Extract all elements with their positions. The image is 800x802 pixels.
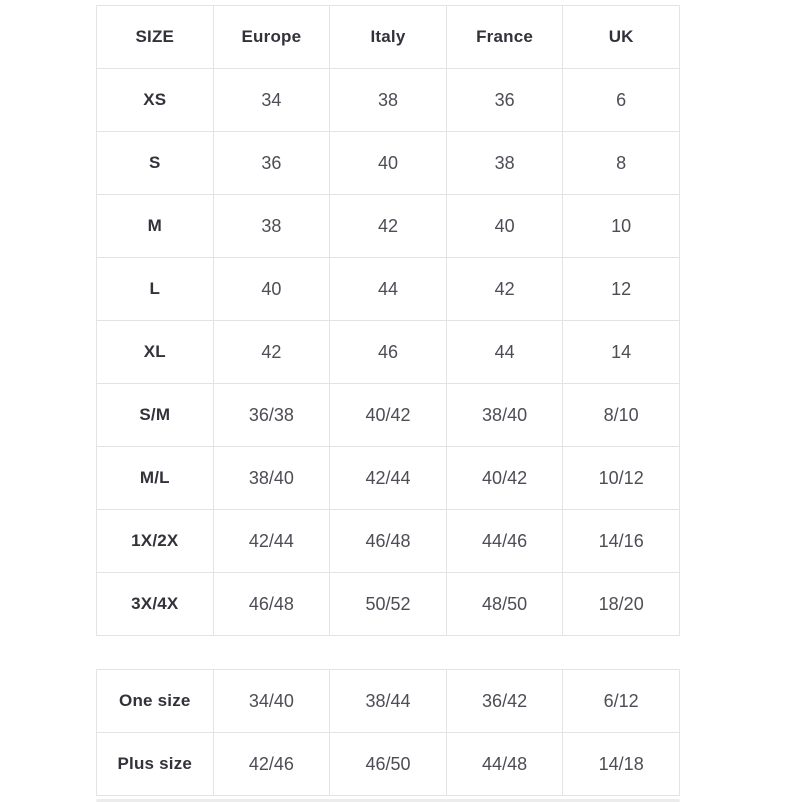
table-row xyxy=(97,384,680,447)
table-row xyxy=(97,670,680,733)
size-value-cell: 34 xyxy=(213,69,330,132)
size-value-cell: 40/42 xyxy=(330,384,447,447)
column-header-uk: UK xyxy=(563,6,680,69)
size-value-cell: 14 xyxy=(563,321,680,384)
table-row xyxy=(97,510,680,573)
size-value-cell: 44 xyxy=(446,321,563,384)
size-value-cell: 50/52 xyxy=(330,573,447,636)
size-label-cell: 3X/4X xyxy=(97,573,214,636)
size-conversion-chart xyxy=(96,5,680,802)
table-row xyxy=(97,447,680,510)
size-value-cell: 44/48 xyxy=(446,733,563,796)
table-row xyxy=(97,69,680,132)
size-value-cell: 42 xyxy=(330,195,447,258)
table-row xyxy=(97,321,680,384)
size-value-cell: 18/20 xyxy=(563,573,680,636)
size-value-cell: 40/42 xyxy=(446,447,563,510)
column-header-size: SIZE xyxy=(97,6,214,69)
size-value-cell: 36 xyxy=(446,69,563,132)
size-value-cell: 42 xyxy=(446,258,563,321)
size-value-cell: 42 xyxy=(213,321,330,384)
size-value-cell: 38 xyxy=(330,69,447,132)
size-value-cell: 38 xyxy=(213,195,330,258)
size-label-cell: M xyxy=(97,195,214,258)
column-header-europe: Europe xyxy=(213,6,330,69)
size-label-cell: 1X/2X xyxy=(97,510,214,573)
size-value-cell: 12 xyxy=(563,258,680,321)
size-value-cell: 8 xyxy=(563,132,680,195)
size-value-cell: 36/38 xyxy=(213,384,330,447)
size-label-cell: S/M xyxy=(97,384,214,447)
size-label-cell: M/L xyxy=(97,447,214,510)
size-value-cell: 48/50 xyxy=(446,573,563,636)
size-value-cell: 46/48 xyxy=(330,510,447,573)
size-value-cell: 46/50 xyxy=(330,733,447,796)
size-label-cell: L xyxy=(97,258,214,321)
main-size-table-header xyxy=(97,6,680,69)
size-value-cell: 10 xyxy=(563,195,680,258)
table-row xyxy=(97,733,680,796)
table-row xyxy=(97,132,680,195)
size-value-cell: 44 xyxy=(330,258,447,321)
size-label-cell: XL xyxy=(97,321,214,384)
size-value-cell: 42/44 xyxy=(213,510,330,573)
size-value-cell: 38 xyxy=(446,132,563,195)
size-value-cell: 14/18 xyxy=(563,733,680,796)
size-value-cell: 44/46 xyxy=(446,510,563,573)
size-value-cell: 42/44 xyxy=(330,447,447,510)
size-value-cell: 36/42 xyxy=(446,670,563,733)
size-value-cell: 14/16 xyxy=(563,510,680,573)
size-value-cell: 10/12 xyxy=(563,447,680,510)
special-size-table xyxy=(96,669,680,796)
main-size-table-body xyxy=(97,69,680,636)
size-value-cell: 38/40 xyxy=(446,384,563,447)
size-label-cell: S xyxy=(97,132,214,195)
main-size-table xyxy=(96,5,680,636)
size-value-cell: 36 xyxy=(213,132,330,195)
size-value-cell: 6 xyxy=(563,69,680,132)
size-value-cell: 40 xyxy=(330,132,447,195)
table-row xyxy=(97,258,680,321)
size-value-cell: 42/46 xyxy=(213,733,330,796)
special-size-table-body xyxy=(97,670,680,796)
size-value-cell: 6/12 xyxy=(563,670,680,733)
column-header-france: France xyxy=(446,6,563,69)
header-row xyxy=(97,6,680,69)
size-value-cell: 38/40 xyxy=(213,447,330,510)
table-row xyxy=(97,195,680,258)
size-value-cell: 46 xyxy=(330,321,447,384)
size-value-cell: 40 xyxy=(446,195,563,258)
table-row xyxy=(97,573,680,636)
table-gap xyxy=(96,636,680,669)
size-label-cell: XS xyxy=(97,69,214,132)
size-value-cell: 40 xyxy=(213,258,330,321)
size-value-cell: 46/48 xyxy=(213,573,330,636)
size-value-cell: 38/44 xyxy=(330,670,447,733)
size-value-cell: 34/40 xyxy=(213,670,330,733)
size-label-cell: Plus size xyxy=(97,733,214,796)
size-value-cell: 8/10 xyxy=(563,384,680,447)
column-header-italy: Italy xyxy=(330,6,447,69)
size-label-cell: One size xyxy=(97,670,214,733)
